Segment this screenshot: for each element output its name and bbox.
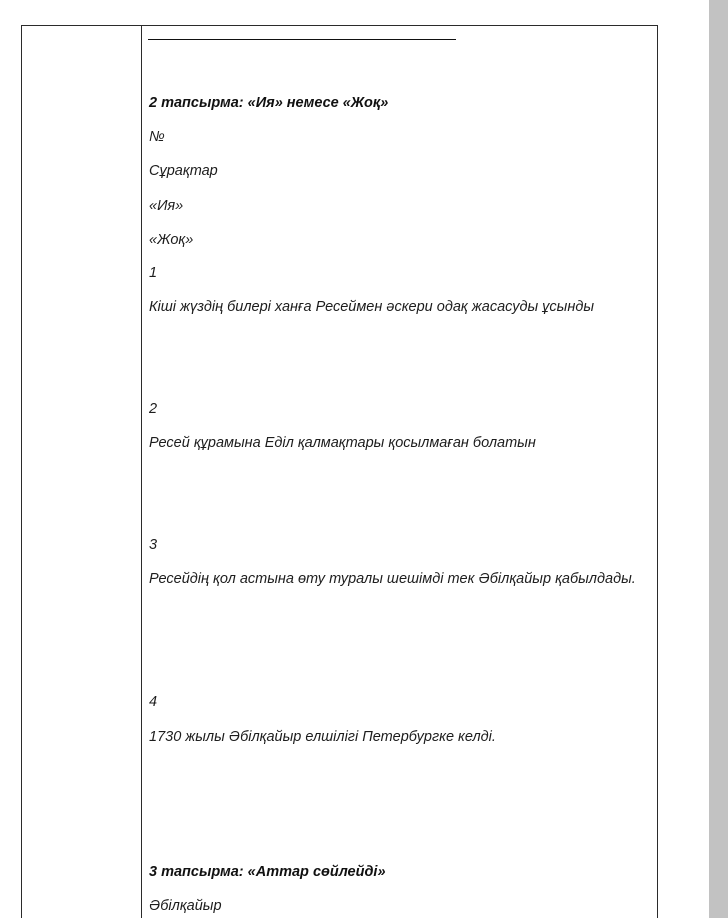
scrollbar[interactable] bbox=[709, 0, 728, 918]
document-table bbox=[21, 25, 658, 918]
question-text: Кіші жүздің билері ханға Ресеймен әскери одақ жасасуды ұсынды bbox=[149, 299, 595, 315]
task3-first-name: Әбілқайыр bbox=[149, 898, 222, 914]
task2-heading: 2 тапсырма: «Ия» немесе «Жоқ» bbox=[149, 95, 389, 111]
column-header-yes: «Ия» bbox=[149, 198, 184, 214]
answer-line bbox=[148, 39, 456, 40]
question-number: 4 bbox=[149, 694, 158, 710]
question-text: Ресей құрамына Еділ қалмақтары қосылмаған болатын bbox=[149, 435, 536, 451]
column-header-no: «Жоқ» bbox=[149, 232, 194, 248]
task3-heading: 3 тапсырма: «Аттар сөйлейді» bbox=[149, 864, 386, 880]
question-number: 3 bbox=[149, 537, 158, 553]
question-number: 2 bbox=[149, 401, 158, 417]
question-number: 1 bbox=[149, 265, 158, 281]
column-header-number: № bbox=[149, 129, 165, 145]
column-header-questions: Сұрақтар bbox=[149, 163, 218, 179]
question-text: 1730 жылы Әбілқайыр елшілігі Петербургке келді. bbox=[149, 729, 496, 745]
question-text: Ресейдің қол астына өту туралы шешімді тек Әбілқайыр қабылдады. bbox=[149, 571, 636, 587]
table-left-column bbox=[22, 26, 142, 918]
